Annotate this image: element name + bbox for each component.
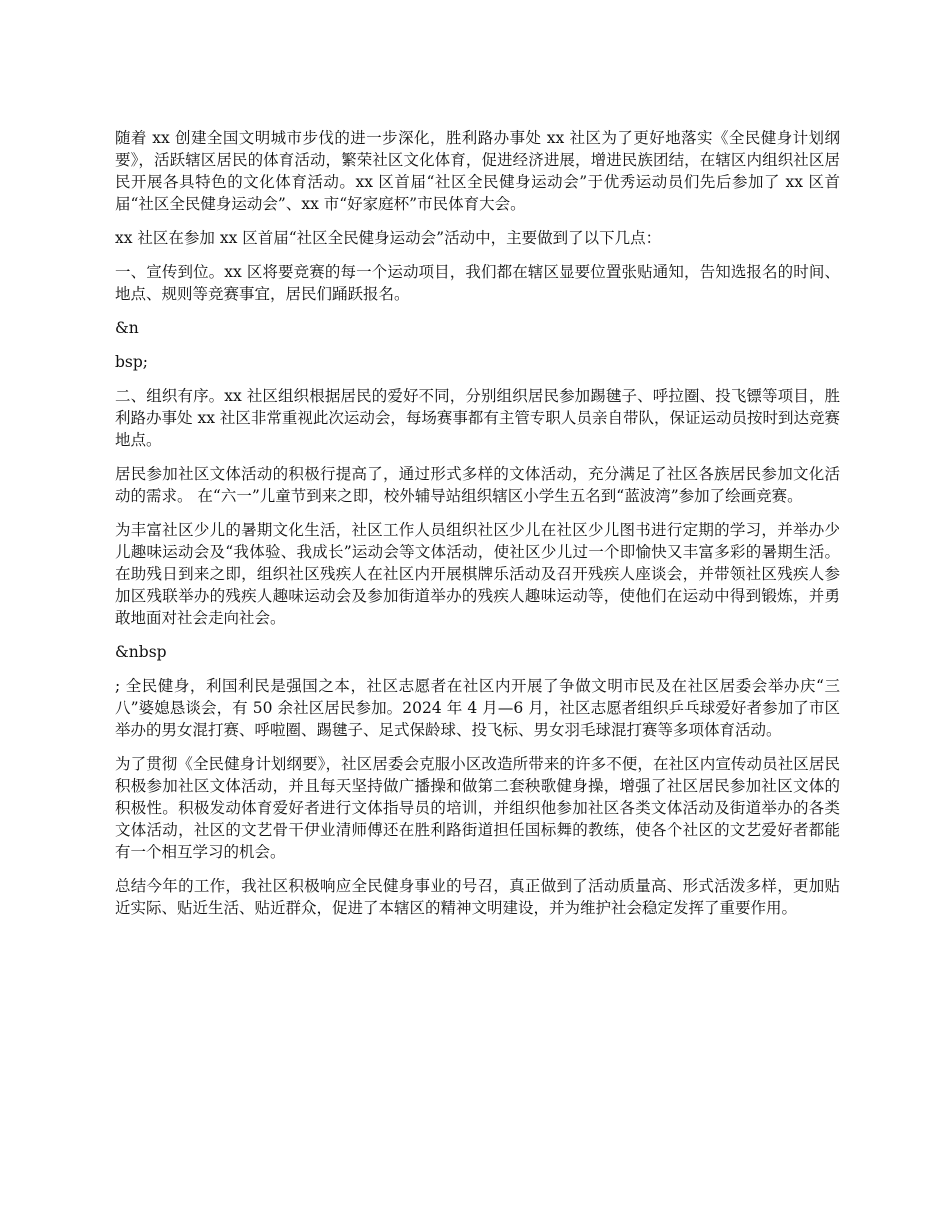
paragraph-point-two: 二、组织有序。xx 社区组织根据居民的爱好不同，分别组织居民参加踢毽子、呼拉圈、投飞镖等项目，胜利路办事处 xx 社区非常重视此次运动会，每场赛事都有主管专职人员亲自带队，保证运动员按时到达竞赛地点。 xyxy=(115,387,840,449)
paragraph-entity-fragment: &nbsp xyxy=(115,643,167,661)
paragraph-fitness: ; 全民健身，利国利民是强国之本，社区志愿者在社区内开展了争做文明市民及在社区居委会举办庆“三八”婆媳恳谈会，有 50 余社区居民参加。2024 年 4 月—6 月，社区志愿者组织乒乓球爱好者参加了市区举办的男女混打赛、呼啦圈、踢毽子、足式保龄球、投飞标、男女羽毛球混打赛等多项体育活动。 xyxy=(115,677,840,739)
paragraph-entity-fragment: bsp; xyxy=(115,353,149,371)
paragraph-implementation: 为了贯彻《全民健身计划纲要》，社区居委会克服小区改造所带来的许多不便，在社区内宣传动员社区居民积极参加社区文体活动，并且每天坚持做广播操和做第二套秧歌健身操，增强了社区居民参加社区文体的积极性。积极发动体育爱好者进行文体指导员的培训，并组织他参加社区各类文体活动及街道举办的各类文体活动，社区的文艺骨干伊业清师傅还在胜利路街道担任国标舞的教练，使各个社区的文艺爱好者都能有一个相互学习的机会。 xyxy=(115,755,840,861)
paragraph-point-one: 一、宣传到位。xx 区将要竞赛的每一个运动项目，我们都在辖区显要位置张贴通知，告知选报名的时间、地点、规则等竞赛事宜，居民们踊跃报名。 xyxy=(115,263,840,303)
paragraph-summer-activities: 为丰富社区少儿的暑期文化生活，社区工作人员组织社区少儿在社区少儿图书进行定期的学习，并举办少儿趣味运动会及“我体验、我成长”运动会等文体活动，使社区少儿过一个即愉快又丰富多彩的暑期生活。 在助残日到来之即，组织社区残疾人在社区内开展棋牌乐活动及召开残疾人座谈会，并带领社区残疾人参加区残联举办的残疾人趣味运动会及参加街道举办的残疾人趣味运动等，使他们在运动中得到锻炼，并勇敢地面对社会走向社会。 xyxy=(115,521,840,627)
paragraph-activities: 居民参加社区文体活动的积极行提高了，通过形式多样的文体活动，充分满足了社区各族居民参加文化活动的需求。 在“六一”儿童节到来之即，校外辅导站组织辖区小学生五名到“蓝波湾”参加了绘画竞赛。 xyxy=(115,465,840,505)
document-body xyxy=(115,127,840,931)
paragraph-conclusion: 总结今年的工作，我社区积极响应全民健身事业的号召，真正做到了活动质量高、形式活泼多样，更加贴近实际、贴近生活、贴近群众，促进了本辖区的精神文明建设，并为维护社会稳定发挥了重要作用。 xyxy=(115,877,840,917)
paragraph-summary-lead: xx 社区在参加 xx 区首届“社区全民健身运动会”活动中，主要做到了以下几点： xyxy=(115,229,662,247)
paragraph-entity-fragment: &n xyxy=(115,319,139,337)
paragraph-intro: 随着 xx 创建全国文明城市步伐的进一步深化，胜利路办事处 xx 社区为了更好地落实《全民健身计划纲要》，活跃辖区居民的体育活动，繁荣社区文化体育，促进经济进展，增进民族团结，在辖区内组织社区居民开展各具特色的文化体育活动。xx 区首届“社区全民健身运动会”于优秀运动员们先后参加了 xx 区首届“社区全民健身运动会”、xx 市“好家庭杯”市民体育大会。 xyxy=(115,129,840,213)
